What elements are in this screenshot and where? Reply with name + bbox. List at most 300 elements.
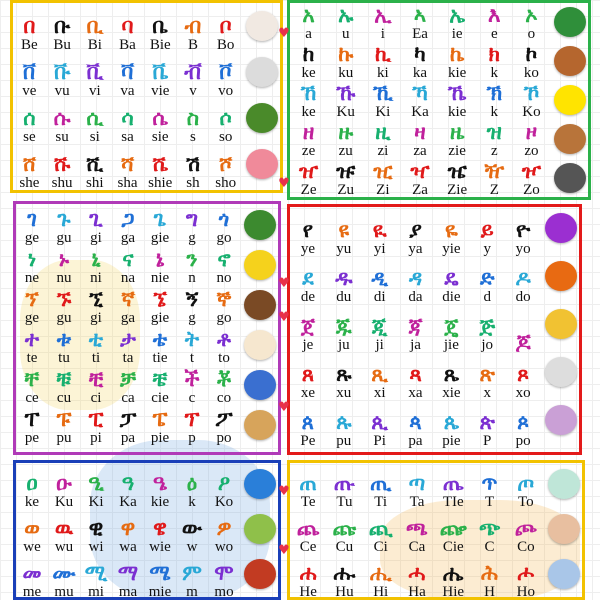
syllable-cell: [112, 248, 144, 286]
latin-transliteration: pa: [408, 433, 423, 449]
latin-transliteration: gi: [90, 230, 102, 246]
latin-transliteration: ga: [120, 230, 136, 246]
heart-icon: ♥: [278, 276, 290, 291]
geez-character: ኾ: [523, 81, 540, 105]
geez-character: ጺ: [371, 362, 388, 386]
geez-character: ዝ: [486, 120, 502, 144]
latin-transliteration: vo: [218, 83, 234, 99]
latin-transliteration: k: [188, 494, 196, 510]
geez-character: ዤ: [447, 159, 467, 183]
geez-character: ዦ: [521, 159, 541, 183]
latin-transliteration: ja: [410, 337, 421, 353]
syllable-cell: [362, 267, 398, 305]
geez-character: ጬ: [439, 516, 467, 540]
syllable-cell: [48, 288, 80, 326]
syllable-cell: [112, 408, 144, 446]
geez-character: ቲ: [88, 327, 104, 351]
syllable-cell: [78, 61, 111, 99]
car-icon: [244, 559, 276, 589]
syllable-cell: [476, 4, 513, 42]
syllable-cell: [16, 408, 48, 446]
geez-character: ሺ: [86, 152, 104, 176]
geez-character: ዚ: [375, 120, 391, 144]
sailboat-icon: [545, 309, 577, 339]
geez-character: ሶ: [219, 106, 232, 130]
syllable-cell: [513, 160, 550, 198]
syllable-cell: [16, 562, 48, 600]
latin-transliteration: vi: [88, 83, 101, 99]
syllable-cell: [439, 4, 476, 42]
geez-character: ቼ: [152, 367, 168, 391]
syllable-cell: [439, 121, 476, 159]
latin-transliteration: H: [484, 584, 495, 600]
syllable-cell: [471, 517, 507, 555]
syllable-cell: [112, 288, 144, 326]
latin-transliteration: w: [186, 539, 198, 555]
latin-transliteration: yie: [442, 241, 461, 257]
syllable-cell: [471, 472, 507, 510]
geez-character: ሲ: [86, 106, 104, 130]
syllable-row: [13, 55, 280, 99]
syllable-row: [16, 557, 278, 600]
syllable-row: [16, 467, 278, 510]
syllable-cell: [208, 368, 240, 406]
syllable-cell: [48, 562, 80, 600]
latin-transliteration: du: [336, 289, 352, 305]
latin-transliteration: Ho: [516, 584, 535, 600]
heart-icon: ♥: [278, 176, 290, 191]
geez-character: ጄ: [444, 314, 459, 338]
syllable-cell: [513, 4, 550, 42]
syllable-cell: [48, 368, 80, 406]
latin-transliteration: mi: [88, 584, 104, 600]
syllable-cell: [364, 43, 401, 81]
geez-character: ሾ: [219, 152, 233, 176]
latin-transliteration: pu: [56, 430, 72, 446]
geez-character: ጱ: [336, 410, 352, 434]
globe-icon: [244, 469, 276, 499]
latin-transliteration: Ha: [408, 584, 426, 600]
geez-character: ጮ: [514, 516, 537, 540]
latin-transliteration: Za: [412, 182, 428, 198]
latin-transliteration: she: [19, 175, 40, 191]
syllable-cell: [111, 153, 144, 191]
syllable-cell: [290, 267, 326, 305]
syllable-cell: [16, 208, 48, 246]
geez-character: ዖ: [217, 471, 231, 495]
latin-transliteration: ze: [301, 143, 316, 159]
syllable-row: [16, 512, 278, 555]
sandals-icon: [246, 149, 278, 179]
geez-character: ክ: [488, 42, 500, 66]
latin-transliteration: Be: [21, 37, 38, 53]
geez-character: ጡ: [333, 471, 355, 495]
geez-character: ች: [184, 367, 200, 391]
syllable-cell: [144, 288, 176, 326]
latin-transliteration: sie: [151, 129, 169, 145]
geez-character: ጸ: [301, 362, 315, 386]
syllable-cell: [46, 15, 79, 53]
heart-icon: ♥: [278, 26, 290, 41]
syllable-cell: [144, 15, 177, 53]
syllable-row: [16, 288, 278, 326]
syllable-cell: [326, 363, 362, 401]
syllable-row: [13, 147, 280, 191]
syllable-cell: [290, 121, 327, 159]
latin-transliteration: yi: [373, 241, 386, 257]
latin-transliteration: nu: [56, 270, 72, 286]
geez-character: ዒ: [88, 471, 104, 495]
geez-character: ዋ: [120, 516, 136, 540]
latin-transliteration: v: [189, 83, 197, 99]
geez-character: ሖ: [517, 561, 535, 585]
syllable-cell: [326, 219, 362, 257]
syllable-cell: [362, 411, 398, 449]
syllable-cell: [48, 408, 80, 446]
geez-character: ዥ: [484, 159, 505, 183]
latin-transliteration: n: [188, 270, 196, 286]
latin-transliteration: gi: [90, 310, 102, 326]
syllable-cell: [144, 248, 176, 286]
latin-transliteration: g: [188, 230, 196, 246]
syllable-cell: [48, 472, 80, 510]
latin-transliteration: ka: [412, 65, 428, 81]
syllable-cell: [513, 82, 550, 120]
latin-transliteration: Ea: [412, 26, 428, 42]
geez-character: ሑ: [333, 561, 356, 585]
syllable-row: [16, 248, 278, 286]
geez-character: ዢ: [373, 159, 393, 183]
geez-character: ይ: [480, 218, 494, 242]
syllable-cell: [80, 368, 112, 406]
heart-icon: ♥: [278, 400, 290, 415]
geez-character: ኸ: [300, 81, 317, 105]
geez-character: ዮ: [515, 218, 531, 242]
latin-transliteration: ji: [375, 337, 384, 353]
geez-character: ቴ: [152, 327, 168, 351]
syllable-row: [290, 512, 582, 555]
syllable-cell: [508, 517, 544, 555]
syllable-cell: [290, 562, 326, 600]
latin-transliteration: Bo: [216, 37, 235, 53]
syllable-row: [290, 557, 582, 600]
syllable-cell: [399, 562, 435, 600]
latin-transliteration: go: [216, 310, 232, 326]
syllable-cell: [208, 248, 240, 286]
syllable-cell: [177, 15, 210, 53]
geez-character: ዛ: [414, 120, 426, 144]
geez-character: ኤ: [449, 3, 466, 27]
syllable-cell: [209, 61, 242, 99]
heart-icon: ♥: [278, 310, 290, 325]
latin-transliteration: ke: [24, 494, 40, 510]
syllable-cell: [80, 472, 112, 510]
geez-character: ቢ: [86, 14, 104, 38]
elephant-icon: [548, 559, 580, 589]
syllable-cell: [176, 368, 208, 406]
syllable-cell: [112, 517, 144, 555]
dog-icon: [554, 46, 586, 76]
syllable-cell: [46, 107, 79, 145]
priest-icon: [545, 405, 577, 435]
latin-transliteration: gu: [56, 310, 72, 326]
latin-transliteration: Cu: [335, 539, 354, 555]
syllable-cell: [112, 472, 144, 510]
latin-transliteration: pa: [120, 430, 136, 446]
latin-transliteration: Hu: [335, 584, 354, 600]
geez-character: ሴ: [152, 106, 169, 130]
geez-character: ዎ: [216, 516, 232, 540]
syllable-row: [290, 259, 579, 305]
latin-transliteration: we: [23, 539, 41, 555]
syllable-cell: [439, 160, 476, 198]
syllable-row: [290, 467, 582, 510]
geez-character: ኞ: [216, 287, 232, 311]
latin-transliteration: gie: [150, 230, 170, 246]
latin-transliteration: mu: [54, 584, 74, 600]
geez-character: ኣ: [413, 3, 427, 27]
syllable-cell: [208, 408, 240, 446]
syllable-cell: [362, 315, 398, 353]
geez-character: ዘ: [302, 120, 315, 144]
geez-character: ካ: [414, 42, 426, 66]
geez-character: ዉ: [54, 516, 74, 540]
latin-transliteration: Zi: [376, 182, 390, 198]
geez-character: ኬ: [449, 42, 465, 66]
syllable-cell: [327, 121, 364, 159]
syllable-cell: [476, 43, 513, 81]
syllable-row: [290, 122, 588, 159]
latin-transliteration: m: [186, 584, 198, 600]
syllable-cell: [399, 517, 435, 555]
panel-g-n-gn-t-c-p: [13, 201, 281, 455]
latin-transliteration: ke: [301, 104, 316, 120]
geez-character: ኙ: [56, 287, 72, 311]
syllable-cell: [144, 153, 177, 191]
latin-transliteration: va: [120, 83, 135, 99]
latin-transliteration: ve: [22, 83, 37, 99]
latin-transliteration: pi: [90, 430, 102, 446]
geez-character: ባ: [121, 14, 134, 38]
geez-character: ሓ: [408, 561, 426, 585]
geez-character: ሱ: [53, 106, 71, 130]
syllable-cell: [326, 517, 362, 555]
geez-character: ጆ: [515, 330, 531, 354]
latin-transliteration: He: [299, 584, 317, 600]
syllable-cell: [363, 472, 399, 510]
latin-transliteration: Ko: [214, 494, 234, 510]
syllable-cell: [398, 267, 434, 305]
geez-character: ዪ: [372, 218, 387, 242]
latin-transliteration: xe: [300, 385, 316, 401]
geez-character: ጀ: [300, 314, 315, 338]
latin-transliteration: ie: [451, 26, 463, 42]
geez-character: ዊ: [88, 516, 104, 540]
syllable-cell: [13, 61, 46, 99]
geez-character: ጩ: [332, 516, 357, 540]
syllable-cell: [111, 15, 144, 53]
geez-character: ቡ: [53, 14, 71, 38]
geez-character: ደ: [302, 266, 314, 290]
syllable-cell: [112, 368, 144, 406]
panel-o-w-m: [13, 460, 281, 600]
latin-transliteration: sho: [215, 175, 237, 191]
latin-transliteration: ca: [121, 390, 135, 406]
geez-character: እ: [488, 3, 501, 27]
latin-transliteration: Cie: [442, 539, 464, 555]
syllable-cell: [433, 315, 469, 353]
syllable-cell: [290, 43, 327, 81]
syllable-cell: [401, 43, 438, 81]
panel-b-v-s-sh: [10, 0, 283, 193]
latin-transliteration: Ci: [373, 539, 388, 555]
syllable-cell: [46, 61, 79, 99]
syllable-row: [290, 5, 588, 42]
latin-transliteration: so: [219, 129, 233, 145]
geez-character: ነ: [27, 247, 37, 271]
heart-icon: ♥: [278, 543, 290, 558]
geez-character: ን: [186, 247, 198, 271]
latin-transliteration: wu: [54, 539, 74, 555]
syllable-cell: [144, 562, 176, 600]
latin-transliteration: sa: [121, 129, 134, 145]
latin-transliteration: jie: [443, 337, 459, 353]
geez-character: ጃ: [408, 314, 423, 338]
latin-transliteration: i: [380, 26, 385, 42]
syllable-cell: [469, 219, 505, 257]
syllable-cell: [476, 160, 513, 198]
geez-character: በ: [23, 14, 36, 38]
geez-character: ዩ: [338, 218, 350, 242]
syllable-cell: [111, 61, 144, 99]
latin-transliteration: de: [300, 289, 316, 305]
latin-transliteration: di: [373, 289, 386, 305]
syllable-cell: [505, 411, 541, 449]
latin-transliteration: Ze: [300, 182, 317, 198]
syllable-cell: [326, 267, 362, 305]
geez-character: ዑ: [56, 471, 72, 495]
latin-transliteration: Pi: [373, 433, 386, 449]
latin-transliteration: z: [490, 143, 498, 159]
geez-character: ጶ: [517, 410, 530, 434]
geez-character: ኮ: [525, 42, 538, 66]
geez-character: ኦ: [525, 3, 538, 27]
latin-transliteration: sha: [117, 175, 138, 191]
geez-character: ፐ: [24, 407, 40, 431]
latin-transliteration: Zie: [447, 182, 468, 198]
geez-character: አ: [302, 3, 315, 27]
latin-transliteration: Hi: [373, 584, 389, 600]
geez-character: ዣ: [410, 159, 430, 183]
syllable-cell: [16, 517, 48, 555]
syllable-row: [290, 211, 579, 257]
latin-transliteration: g: [188, 310, 196, 326]
latin-transliteration: kie: [150, 494, 170, 510]
latin-transliteration: Ti: [374, 494, 388, 510]
geez-character: ቪ: [86, 60, 104, 84]
syllable-cell: [398, 315, 434, 353]
panel-y-d-j-x-p: [287, 204, 582, 455]
latin-transliteration: gu: [56, 230, 72, 246]
geez-character: ዡ: [336, 159, 356, 183]
geez-character: ዱ: [335, 266, 353, 290]
latin-transliteration: ce: [25, 390, 39, 406]
syllable-cell: [505, 331, 541, 353]
latin-transliteration: To: [518, 494, 534, 510]
syllable-cell: [433, 411, 469, 449]
syllable-row: [290, 44, 588, 81]
latin-transliteration: a: [305, 26, 312, 42]
syllable-cell: [144, 368, 176, 406]
geez-character: ጥ: [481, 471, 498, 495]
geez-character: ኺ: [372, 81, 393, 105]
latin-transliteration: e: [490, 26, 498, 42]
latin-transliteration: ju: [337, 337, 350, 353]
syllable-row: [290, 161, 588, 198]
latin-transliteration: zi: [377, 143, 389, 159]
latin-transliteration: vie: [151, 83, 170, 99]
syllable-cell: [505, 219, 541, 257]
latin-transliteration: da: [408, 289, 423, 305]
syllable-cell: [327, 43, 364, 81]
balloon-icon: [545, 213, 577, 243]
geez-character: ቩ: [53, 60, 71, 84]
geez-character: ብ: [184, 14, 202, 38]
latin-transliteration: za: [413, 143, 427, 159]
geez-character: ዙ: [338, 120, 354, 144]
geez-character: ኝ: [185, 287, 199, 311]
syllable-cell: [144, 472, 176, 510]
latin-transliteration: do: [515, 289, 531, 305]
syllable-cell: [177, 107, 210, 145]
alarm-clock-icon: [246, 103, 278, 133]
latin-transliteration: zie: [448, 143, 466, 159]
geez-character: ቻ: [120, 367, 136, 391]
syllable-cell: [362, 219, 398, 257]
geez-character: ጉ: [57, 207, 71, 231]
latin-transliteration: x: [483, 385, 491, 401]
geez-character: መ: [22, 561, 42, 585]
syllable-cell: [326, 472, 362, 510]
syllable-cell: [144, 517, 176, 555]
syllable-cell: [435, 517, 471, 555]
syllable-cell: [469, 411, 505, 449]
geez-character: ጾ: [517, 362, 530, 386]
syllable-row: [290, 83, 588, 120]
syllable-cell: [290, 517, 326, 555]
syllable-cell: [290, 363, 326, 401]
syllable-cell: [290, 219, 326, 257]
syllable-cell: [176, 517, 208, 555]
geez-character: ኢ: [374, 3, 392, 27]
syllable-cell: [505, 267, 541, 305]
geez-character: ዠ: [299, 159, 319, 183]
syllable-cell: [78, 107, 111, 145]
geez-character: ስ: [186, 106, 200, 130]
latin-transliteration: pu: [336, 433, 352, 449]
latin-transliteration: tie: [152, 350, 168, 366]
syllable-row: [13, 9, 280, 53]
syllable-cell: [401, 160, 438, 198]
syllable-cell: [176, 562, 208, 600]
sheep-icon: [246, 11, 278, 41]
latin-transliteration: Ko: [522, 104, 541, 120]
geez-character: ጳ: [409, 410, 422, 434]
latin-transliteration: o: [527, 26, 536, 42]
latin-transliteration: wa: [119, 539, 137, 555]
latin-transliteration: pie: [442, 433, 461, 449]
latin-transliteration: to: [218, 350, 230, 366]
